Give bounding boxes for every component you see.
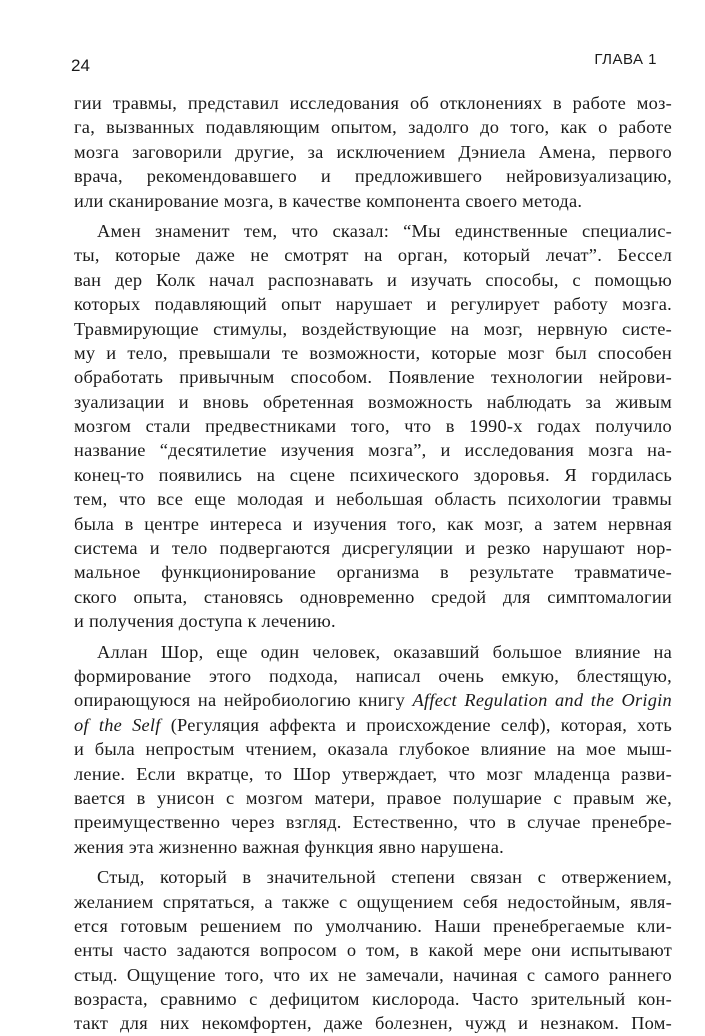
text-line: енты часто задаются вопросом о том, в какой мере они испытывают [74,940,672,961]
body-text [74,91,672,1036]
text-line: или сканирование мозга, в качестве компонента своего метода. [74,190,583,211]
text-line: ты, которые даже не смотрят на орган, который лечат”. Бессел [74,245,672,266]
text-line: Амен знаменит тем, что сказал: “Мы единственные специалис- [97,220,672,241]
text-line: гии травмы, представил исследования об отклонениях в работе моз- [74,93,672,113]
text-line: которых подавляющий опыт нарушает и регулирует работу мозга. [74,294,672,315]
text-line: мозга заговорили другие, за исключением Дэниела Амена, первого [74,141,672,162]
text-line: жения эта жизненно важная функция явно нарушена. [74,836,504,857]
book-title-italic: of the Self [74,714,161,735]
text-line: формирование этого подхода, написал очень емкую, блестящую, [74,665,672,686]
text-line: мальное функционирование организма в результате травматиче- [74,562,672,583]
page-number: 24 [71,56,90,75]
paragraph [74,640,672,860]
text-line: зуализации и вновь обретенная возможность наблюдать за живым [74,391,672,412]
paragraph [74,219,672,634]
paragraph [74,865,672,1036]
text-line-with-title [74,713,672,737]
text-line: стыд. Ощущение того, что их не замечали, начиная с самого раннего [74,964,672,985]
text-line-with-title [74,688,672,712]
text-line: конец-то появились на сцене психического здоровья. Я гордилась [74,464,672,485]
text-line: мозгом стали предвестниками того, что в 1990-х годах получило [74,416,672,437]
book-title-italic: Affect Regulation and the Origin [412,690,672,711]
text-line: тем, что все еще молодая и небольшая область психологии травмы [74,489,672,510]
text-line: обработать привычным способом. Появление технологии нейрови- [74,367,672,388]
paragraph [74,91,672,213]
text-line: Травмирующие стимулы, воздействующие на мозг, нервную систе- [74,318,672,339]
text-line: система и тело подвергаются дисрегуляции и резко нарушают нор- [74,538,672,559]
text-line: такт для них некомфортен, даже болезнен, чужд и незнаком. Пом- [74,1013,672,1034]
text-line: желанием спрятаться, а также с ощущением себя недостойным, явля- [74,891,672,912]
text-line: му и тело, превышали те возможности, которые мозг был способен [74,342,672,363]
text-line: ского опыта, становясь одновременно средой для симптомалогии [74,586,672,607]
text-segment: опирающуюся на нейробиологию книгу [74,690,406,711]
text-line: Стыд, который в значительной степени связан с отвержением, [97,867,672,888]
text-line: была в центре интереса и изучения того, как мозг, а затем нервная [74,513,672,534]
text-line: и получения доступа к лечению. [74,611,336,632]
text-segment: (Регуляция аффекта и происхождение селф), которая, хоть [170,714,672,735]
text-line: возраста, сравнимо с дефицитом кислорода. Часто зрительный кон- [74,989,672,1010]
text-line: Аллан Шор, еще один человек, оказавший большое влияние на [97,641,672,662]
text-line: название “десятилетие изучения мозга”, и исследования мозга на- [74,440,672,461]
text-line: ван дер Колк начал распознавать и изучать способы, с помощью [74,269,672,290]
text-line: ление. Если вкратце, то Шор утверждает, что мозг младенца разви- [74,763,672,784]
text-line: вается в унисон с мозгом матери, правое полушарие с правым же, [74,787,672,808]
text-line: га, вызванных подавляющим опытом, задолго до того, как о работе [74,117,672,138]
running-head-chapter: ГЛАВА 1 [594,51,657,68]
text-line: врача, рекомендовавшего и предложившего нейровизуализацию, [74,166,672,187]
text-line: ется готовым решением по умолчанию. Наши пренебрегаемые кли- [74,915,672,936]
text-line: и была непростым чтением, оказала глубокое влияние на мое мыш- [74,739,672,760]
text-line: преимущественно через взгляд. Естественно, что в случае пренебре- [74,812,672,833]
